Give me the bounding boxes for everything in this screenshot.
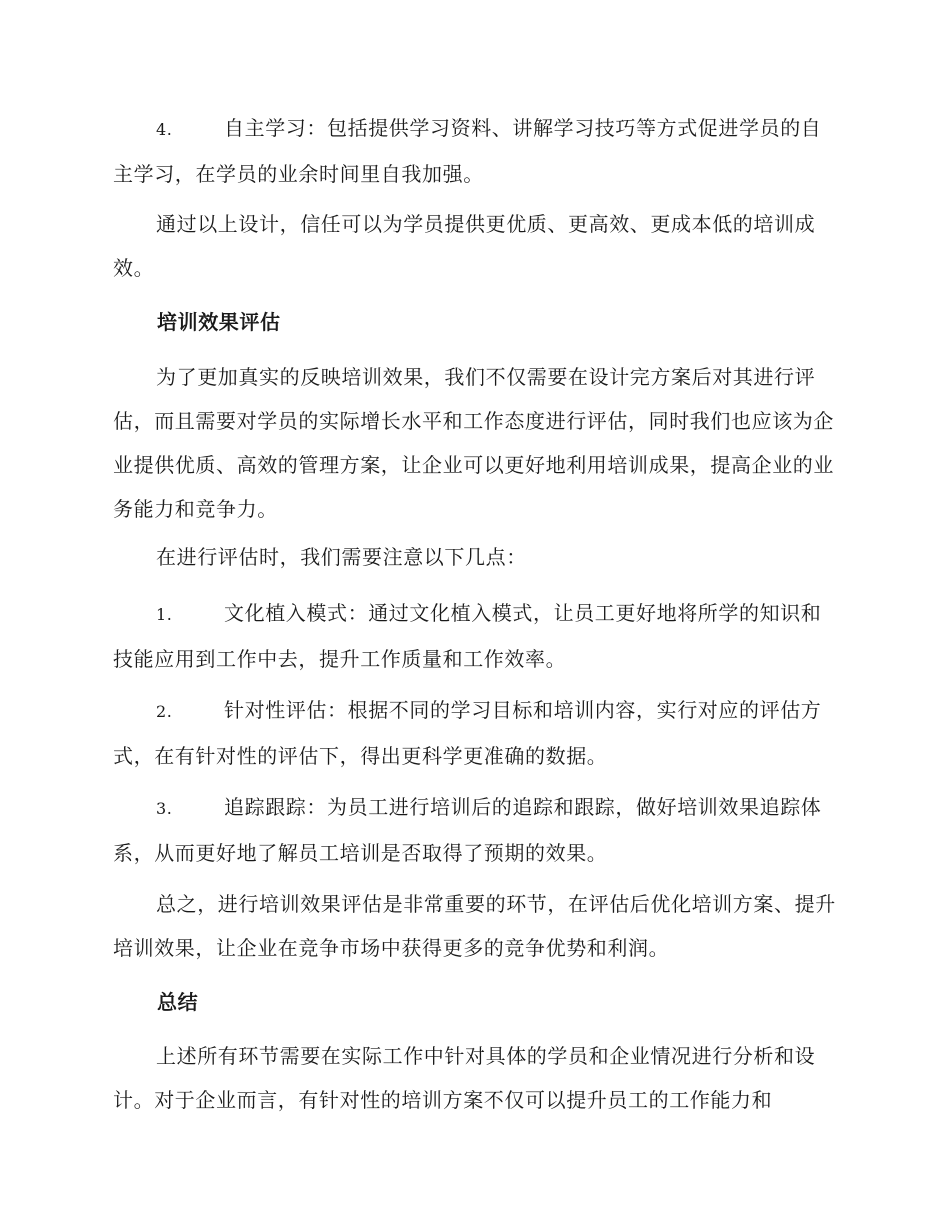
paragraph: 为了更加真实的反映培训效果，我们不仅需要在设计完方案后对其进行评估，而且需要对学员的实际增长水平和工作态度进行评估，同时我们也应该为企业提供优质、高效的管理方案，让企业可以更好地利用培训成果，提高企业的业务能力和竞争力。 [113, 365, 834, 521]
paragraph: 通过以上设计，信任可以为学员提供更优质、更高效、更成本低的培训成效。 [113, 212, 816, 280]
eval-conclusion [113, 882, 837, 970]
paragraph: 在进行评估时，我们需要注意以下几点： [156, 545, 527, 569]
list-number: 4. [156, 120, 173, 139]
list-item [113, 106, 837, 196]
list-item [113, 688, 837, 778]
list-item-text: 追踪跟踪：为员工进行培训后的追踪和跟踪，做好培训效果追踪体系，从而更好地了解员工培训是否取得了预期的效果。 [113, 795, 822, 865]
list-number: 1. [156, 605, 173, 624]
paragraph: 总之，进行培训效果评估是非常重要的环节，在评估后优化培训方案、提升培训效果，让企业在竞争市场中获得更多的竞争优势和利润。 [113, 892, 836, 960]
eval-paragraph-1 [113, 355, 837, 531]
eval-paragraph-2 [113, 535, 837, 579]
list-item-text: 文化植入模式：通过文化植入模式，让员工更好地将所学的知识和技能应用到工作中去，提升工作质量和工作效率。 [113, 601, 822, 671]
list-item-text: 自主学习：包括提供学习资料、讲解学习技巧等方式促进学员的自主学习，在学员的业余时间里自我加强。 [113, 116, 822, 186]
list-item [113, 785, 837, 875]
list-item [113, 591, 837, 681]
list-item-text: 针对性评估：根据不同的学习目标和培训内容，实行对应的评估方式，在有针对性的评估下，得出更科学更准确的数据。 [113, 698, 822, 768]
eval-list-item-3 [113, 785, 837, 875]
summary-paragraph-1 [113, 1034, 837, 1122]
list-item-4 [113, 106, 837, 196]
list-number: 2. [156, 702, 173, 721]
eval-list-item-1 [113, 591, 837, 681]
section-heading-eval: 培训效果评估 [157, 310, 281, 334]
section-heading-summary: 总结 [157, 990, 199, 1014]
intro-conclusion [113, 202, 837, 290]
list-number: 3. [156, 799, 173, 818]
eval-list-item-2 [113, 688, 837, 778]
paragraph: 上述所有环节需要在实际工作中针对具体的学员和企业情况进行分析和设计。对于企业而言，有针对性的培训方案不仅可以提升员工的工作能力和 [113, 1044, 816, 1112]
